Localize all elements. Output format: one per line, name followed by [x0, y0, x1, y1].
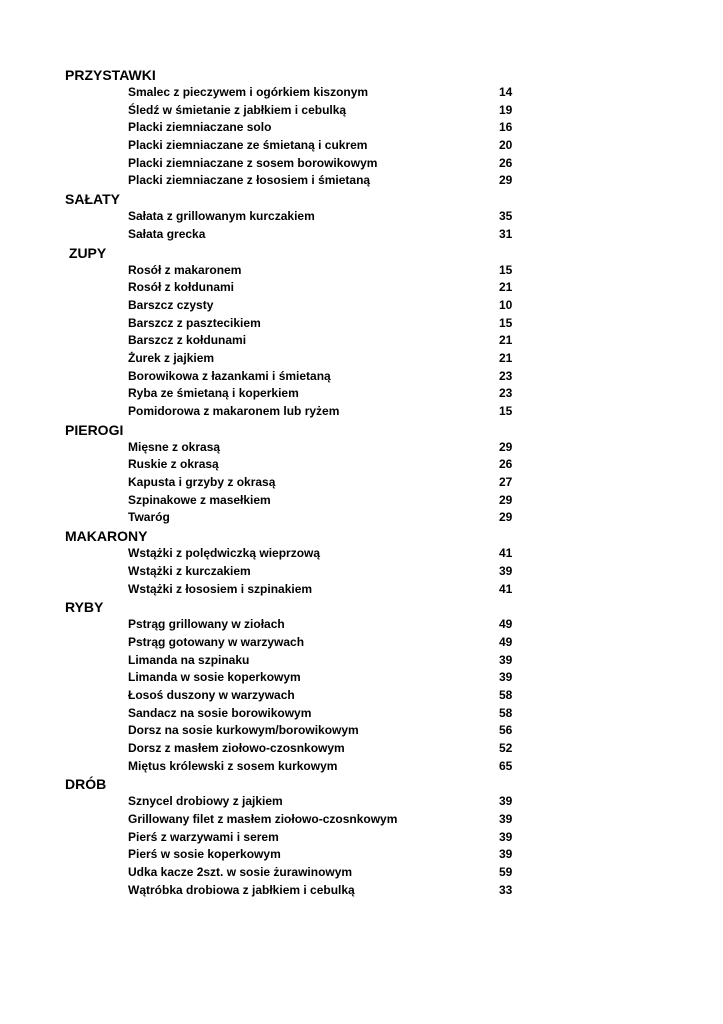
menu-item-name: Smalec z pieczywem i ogórkiem kiszonym — [128, 85, 369, 99]
menu-item-name: Żurek z jajkiem — [128, 350, 215, 365]
menu-item — [0, 687, 723, 705]
menu-item-price: 29 — [499, 492, 513, 507]
menu-item-price: 10 — [499, 297, 513, 312]
menu-item — [0, 740, 723, 758]
menu-item — [0, 439, 723, 457]
menu-item-name: Kapusta i grzyby z okrasą — [128, 475, 276, 490]
menu-item-name: Dorsz na sosie kurkowym/borowikowym — [128, 723, 359, 738]
menu-item-price: 58 — [499, 705, 513, 720]
menu-item — [0, 793, 723, 811]
menu-item — [0, 456, 723, 474]
menu-item — [0, 634, 723, 652]
menu-item — [0, 509, 723, 527]
menu-item — [0, 492, 723, 510]
menu-item-price: 29 — [499, 510, 513, 525]
menu-item-name: Łosoś duszony w warzywach — [128, 687, 295, 702]
menu-item-name: Udka kacze 2szt. w sosie żurawinowym — [128, 865, 353, 880]
menu-item — [0, 368, 723, 386]
menu-item — [0, 652, 723, 670]
menu-item-name: Mięsne z okrasą — [128, 439, 221, 454]
menu-item-price: 56 — [499, 723, 513, 738]
menu-section — [0, 527, 723, 598]
menu-item-name: Wątróbka drobiowa z jabłkiem i cebulką — [128, 882, 355, 897]
menu-item — [0, 581, 723, 599]
menu-item — [0, 332, 723, 350]
menu-item-price: 39 — [499, 670, 513, 685]
menu-item — [0, 102, 723, 120]
menu-item-name: Grillowany filet z masłem ziołowo-czosnkowym — [128, 812, 398, 827]
menu-document — [0, 66, 723, 900]
menu-item-price: 31 — [499, 226, 513, 241]
menu-item-price: 39 — [499, 794, 513, 809]
menu-item-name: Barszcz z kołdunami — [128, 333, 247, 348]
menu-item — [0, 882, 723, 900]
menu-item-name: Placki ziemniaczane solo — [128, 120, 272, 135]
menu-item-name: Ryba ze śmietaną i koperkiem — [128, 386, 299, 401]
menu-item-price: 39 — [499, 847, 513, 862]
menu-item-price: 49 — [499, 634, 513, 649]
menu-item-price: 16 — [499, 120, 513, 135]
menu-item — [0, 208, 723, 226]
menu-item — [0, 279, 723, 297]
menu-section — [0, 66, 723, 190]
menu-item-name: Borowikowa z łazankami i śmietaną — [128, 368, 331, 383]
menu-item — [0, 705, 723, 723]
menu-item-price: 15 — [499, 262, 513, 277]
menu-item-name: Wstążki z kurczakiem — [128, 563, 251, 578]
menu-item — [0, 864, 723, 882]
menu-section — [0, 190, 723, 243]
menu-item-name: Pstrąg gotowany w warzywach — [128, 634, 305, 649]
menu-item-name: Sandacz na sosie borowikowym — [128, 705, 312, 720]
menu-item-name: Placki ziemniaczane ze śmietaną i cukrem — [128, 138, 368, 153]
menu-item-price: 27 — [499, 475, 513, 490]
menu-item — [0, 722, 723, 740]
menu-item — [0, 226, 723, 244]
menu-item-price: 29 — [499, 173, 513, 188]
menu-item-name: Pierś z warzywami i serem — [128, 829, 279, 844]
menu-item-price: 41 — [499, 581, 513, 596]
menu-item-price: 21 — [499, 350, 513, 365]
menu-item-name: Wstążki z polędwiczką wieprzową — [128, 546, 321, 561]
menu-item-price: 33 — [499, 882, 513, 897]
menu-item-price: 19 — [499, 102, 513, 117]
menu-item-name: Placki ziemniaczane z sosem borowikowym — [128, 155, 378, 170]
menu-item-price: 49 — [499, 617, 513, 632]
menu-item-price: 29 — [499, 439, 513, 454]
section-title: ZUPY — [65, 244, 107, 261]
menu-item — [0, 669, 723, 687]
menu-item-name: Barszcz czysty — [128, 297, 214, 312]
menu-item-name: Ruskie z okrasą — [128, 457, 219, 472]
menu-item-name: Śledź w śmietanie z jabłkiem i cebulką — [128, 102, 347, 117]
menu-item — [0, 811, 723, 829]
menu-item-name: Pomidorowa z makaronem lub ryżem — [128, 404, 340, 418]
menu-item-price: 59 — [499, 865, 513, 880]
menu-item — [0, 315, 723, 333]
menu-item — [0, 297, 723, 315]
menu-item-price: 39 — [499, 812, 513, 827]
menu-item-name: Wstążki z łososiem i szpinakiem — [128, 581, 313, 596]
menu-item-price: 26 — [499, 457, 513, 472]
menu-item — [0, 545, 723, 563]
menu-item-name: Rosół z kołdunami — [128, 280, 235, 295]
section-title: MAKARONY — [65, 528, 148, 545]
menu-item-name: Limanda na szpinaku — [128, 652, 250, 667]
menu-item-name: Miętus królewski z sosem kurkowym — [128, 758, 338, 773]
menu-item-price: 21 — [499, 280, 513, 295]
menu-item-price: 23 — [499, 368, 513, 383]
menu-item-name: Pierś w sosie koperkowym — [128, 847, 281, 862]
menu-item-price: 15 — [499, 315, 513, 330]
section-title: DRÓB — [65, 776, 107, 793]
menu-item — [0, 137, 723, 155]
menu-item — [0, 385, 723, 403]
menu-item-price: 15 — [499, 404, 513, 418]
menu-section — [0, 775, 723, 899]
menu-item — [0, 758, 723, 776]
menu-item-price: 39 — [499, 563, 513, 578]
menu-item-name: Twaróg — [128, 510, 170, 525]
menu-item — [0, 616, 723, 634]
menu-item-name: Sałata grecka — [128, 226, 206, 241]
menu-item-price: 58 — [499, 687, 513, 702]
menu-item-price: 41 — [499, 546, 513, 561]
menu-section — [0, 421, 723, 527]
menu-item-name: Sałata z grillowanym kurczakiem — [128, 209, 315, 224]
menu-section — [0, 244, 723, 421]
menu-item-price: 52 — [499, 741, 513, 755]
menu-item-price: 65 — [499, 758, 513, 773]
menu-item — [0, 829, 723, 847]
menu-item-price: 21 — [499, 333, 513, 348]
menu-item-price: 39 — [499, 652, 513, 667]
menu-item-name: Szpinakowe z masełkiem — [128, 492, 271, 507]
menu-item — [0, 155, 723, 173]
menu-item — [0, 403, 723, 421]
menu-item-price: 26 — [499, 155, 513, 170]
menu-item — [0, 262, 723, 280]
menu-section — [0, 598, 723, 775]
menu-item-name: Barszcz z pasztecikiem — [128, 315, 261, 330]
menu-item — [0, 350, 723, 368]
menu-item — [0, 474, 723, 492]
section-title: PIEROGI — [65, 421, 124, 438]
menu-item-price: 35 — [499, 209, 513, 224]
menu-item-name: Pstrąg grillowany w ziołach — [128, 617, 285, 632]
menu-item-price: 39 — [499, 829, 513, 844]
menu-item — [0, 846, 723, 864]
menu-item-name: Sznycel drobiowy z jajkiem — [128, 794, 283, 809]
menu-item-price: 20 — [499, 138, 513, 153]
section-title: RYBY — [65, 599, 104, 616]
section-title: PRZYSTAWKI — [65, 67, 156, 83]
menu-item-name: Dorsz z masłem ziołowo-czosnkowym — [128, 741, 345, 755]
section-title: SAŁATY — [65, 191, 120, 208]
menu-item — [0, 172, 723, 190]
menu-item-name: Placki ziemniaczane z łososiem i śmietaną — [128, 173, 371, 188]
menu-item — [0, 119, 723, 137]
menu-item-name: Limanda w sosie koperkowym — [128, 670, 301, 685]
menu-item-price: 23 — [499, 386, 513, 401]
menu-item — [0, 563, 723, 581]
menu-item-name: Rosół z makaronem — [128, 262, 242, 277]
menu-item-price: 14 — [499, 85, 513, 99]
menu-item — [0, 84, 723, 102]
